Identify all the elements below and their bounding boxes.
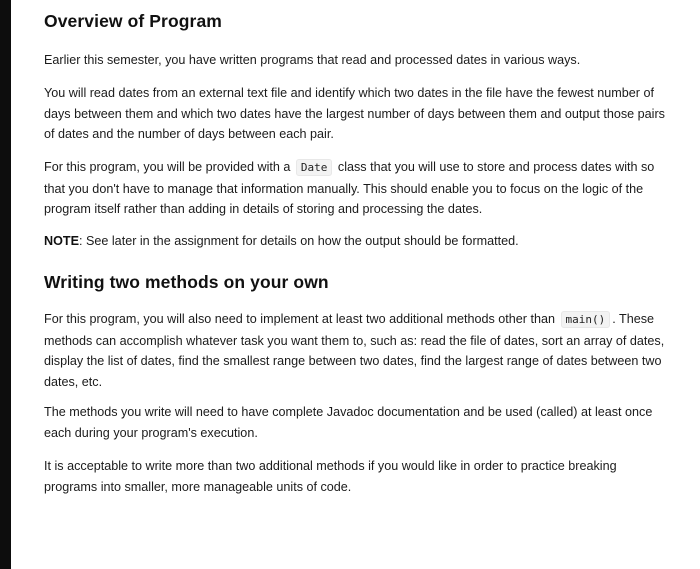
methods-paragraph-3: It is acceptable to write more than two additional methods if you would like in order to practice breaking programs into smaller, more manageable units of code. <box>44 459 617 494</box>
methods-paragraph-1 <box>44 309 672 392</box>
p3-text-before: For this program, you will be provided with a <box>44 160 291 174</box>
note-text: : See later in the assignment for details on how the output should be formatted. <box>78 234 519 248</box>
left-edge-bar <box>0 0 11 569</box>
overview-paragraph-2: You will read dates from an external text file and identify which two dates in the file have the fewest number of days between them and which two dates have the largest number of days between them and output those pairs of dates and the number of days between each pair. <box>44 86 665 141</box>
main-method-code: main() <box>561 311 611 328</box>
p3-text-after: class that you will use to store and process dates with so that you don't have to manage that information manually. This should enable you to focus on the logic of the program itself rather than adding in details of storing and processing the dates. <box>44 160 655 216</box>
methods-paragraph-2: The methods you write will need to have complete Javadoc documentation and be used (called) at least once each during your program's execution. <box>44 405 653 440</box>
methods-heading: Writing two methods on your own <box>44 272 329 292</box>
overview-heading: Overview of Program <box>44 11 222 31</box>
p4-text-after: . These methods can accomplish whatever task you want them to, such as: read the file of dates, sort an array of dates, display the list of dates, find the smallest range between two dates, find the largest range of dates between two dates, etc. <box>44 312 665 389</box>
note-paragraph <box>44 231 672 252</box>
note-label: NOTE <box>44 234 79 248</box>
date-class-code: Date <box>296 159 333 176</box>
p4-text-before: For this program, you will also need to implement at least two additional methods other than <box>44 312 556 326</box>
overview-paragraph-1: Earlier this semester, you have written programs that read and processed dates in various ways. <box>44 53 581 67</box>
overview-paragraph-3 <box>44 157 672 220</box>
